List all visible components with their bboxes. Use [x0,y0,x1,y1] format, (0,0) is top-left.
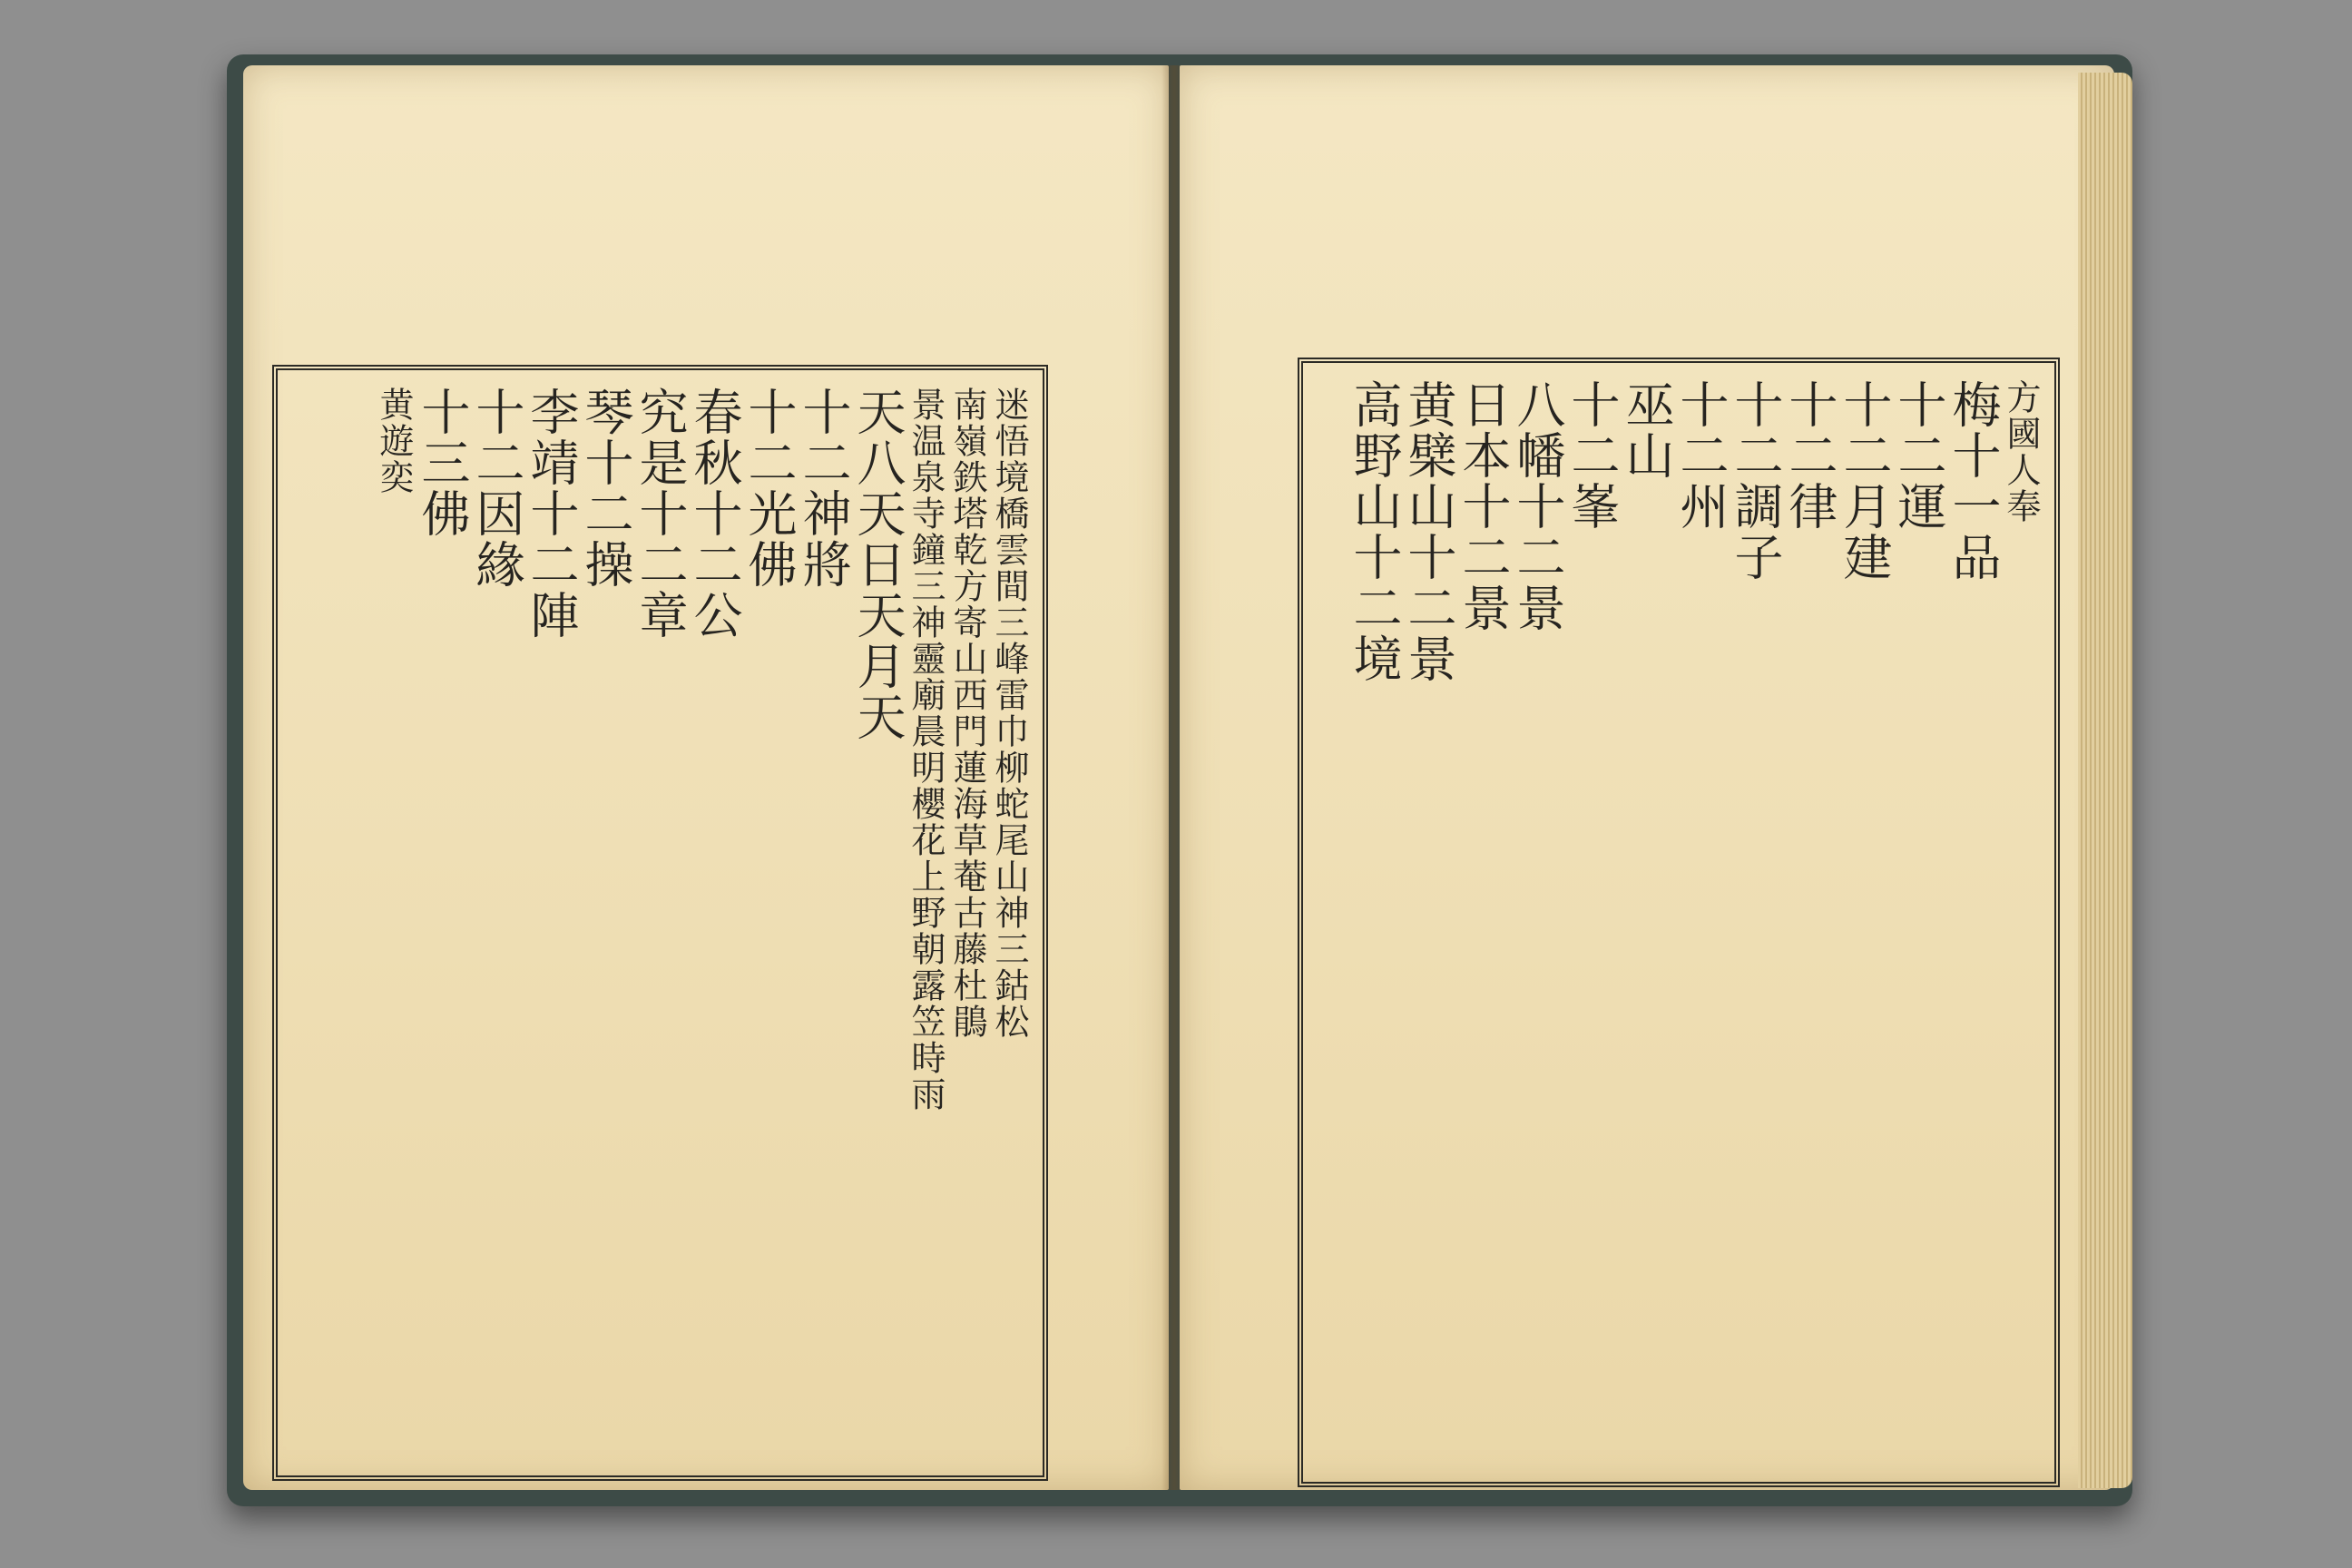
right-page [1180,65,2114,1490]
text-line: 日本十二景 [1455,379,1512,633]
text-line: 南嶺鉄塔乾方寄山西門蓮海草菴古藤杜鵑 [947,387,987,1040]
text-line: 十二州 [1672,379,1730,532]
text-line: 十二峯 [1563,379,1621,532]
right-page-frame [1298,358,2060,1487]
text-line: 天八天日天月天 [849,387,906,742]
text-line: 十二運 [1890,379,1947,532]
text-line: 黄檗山十二景 [1400,379,1457,684]
text-line: 巫山 [1618,379,1675,481]
text-line: 高野山十二境 [1346,379,1403,684]
text-line: 梅十一品 [1945,379,2002,583]
text-line: 八幡十二景 [1509,379,1566,633]
text-line: 李靖十二陣 [523,387,580,641]
left-page-frame [272,365,1048,1481]
text-line: 迷悟境橋雲間三峰雷巾柳蛇尾山神三鈷松 [989,387,1029,1040]
text-line: 春秋十二公 [686,387,743,641]
text-line: 十二調子 [1727,379,1784,583]
text-line: 十二因緣 [468,387,525,590]
left-page [243,65,1169,1490]
text-line: 十二光佛 [740,387,798,590]
text-line: 十三佛 [414,387,471,539]
text-line: 景温泉寺鐘三神靈廟晨明櫻花上野朝露笠時雨 [906,387,946,1112]
text-line: 方國人奉 [2001,379,2041,524]
text-line: 究是十二章 [632,387,689,641]
left-page-text [290,387,1030,1463]
text-line: 十二神將 [795,387,852,590]
text-line: 十二律 [1781,379,1838,532]
text-line: 黄遊奕 [374,387,414,495]
right-page-text [1316,379,2042,1469]
text-line: 十二月建 [1836,379,1893,583]
text-line: 琴十二操 [577,387,634,590]
page-edges [2078,73,2132,1488]
